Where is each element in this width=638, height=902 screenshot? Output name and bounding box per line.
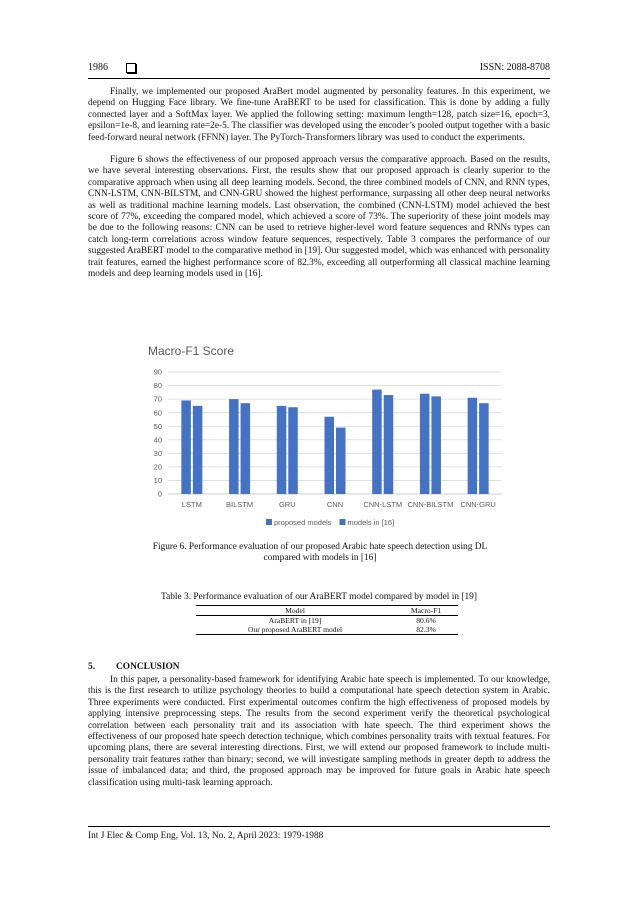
bar-models16-gru xyxy=(288,407,298,494)
paragraph-arabert-setup: Finally, we implemented our proposed AraBert model augmented by personality features. In this experiment, we depend on Hugging Face library. We fine-tune AraBERT to be used for classification. This is done by adding a fully connected layer and a SoftMax layer. We applied the following setting: maximum length=128, patch size=16, epoch=3, epsilon=1e-8, and learning rate=2e-5. The classifier was developed using the encoder’s pooled output together with a basic feed-forward neural network (FFNN) layer. The PyTorch-Transformers library was used to conduct the experiments. xyxy=(88,87,550,143)
bar-proposed-cnn xyxy=(325,417,335,494)
x-tick-label: GRU xyxy=(278,500,296,509)
table-header-row xyxy=(196,606,458,616)
bar-proposed-gru xyxy=(277,406,287,494)
issn: ISSN: 2088-8708 xyxy=(479,62,550,73)
table-caption: Table 3. Performance evaluation of our AraBERT model compared by model in [19] xyxy=(161,592,477,602)
paragraph-figure6-discussion: Figure 6 shows the effectiveness of our proposed approach versus the comparative approach. Based on the results, we have several interesting observations. First, the results show that our proposed approach is clearly superior to the comparative approach when using all deep learning models. Second, the three combined models of CNN, and RNN types, CNN-LSTM, CNN-BILSTM, and CNN-GRU showed the highest performance, surpassing all other deep neural networks as well as traditional machine learning models. Last observation, the combined (CNN-LSTM) model achieved the best score of 77%, exceeding the compared model, which achieved a score of 73%. The superiority of these joint models may be due to the following reasons: CNN can be used to retrieve higher-level word feature sequences and RNNs types can catch long-term correlations across window feature sequences, respectively. Table 3 compares the performance of our suggested AraBERT model to the comparative method in [19]. Our suggested model, which was enhanced with personality trait features, earned the highest performance score of 82.3%, exceeding all outperforming all classical machine learning models and deep learning models used in [16]. xyxy=(88,155,550,280)
chart-title: Macro-F1 Score xyxy=(148,344,235,358)
y-tick-label: 50 xyxy=(153,421,162,431)
legend-label: proposed models xyxy=(274,518,332,527)
x-tick-label: CNN-LSTM xyxy=(363,500,403,509)
legend-swatch xyxy=(340,519,346,525)
y-tick-label: 80 xyxy=(153,381,162,391)
header-rule xyxy=(88,78,550,79)
y-tick-label: 30 xyxy=(153,448,162,458)
bar-proposed-cnn-gru xyxy=(468,398,478,494)
table-cell: 80.6% xyxy=(416,616,436,625)
chart-y-ticks xyxy=(154,368,162,499)
figure-caption-line2: compared with models in [16] xyxy=(263,553,377,564)
y-tick-label: 70 xyxy=(153,394,162,404)
page-number: 1986 xyxy=(88,62,108,73)
bar-proposed-bilstm xyxy=(229,399,239,494)
square-icon xyxy=(126,63,136,73)
bar-models16-cnn-gru xyxy=(479,403,489,494)
section-title: CONCLUSION xyxy=(116,662,180,672)
bar-models16-cnn-bilstm xyxy=(431,396,441,494)
y-tick-label: 10 xyxy=(153,476,162,486)
section-number: 5. xyxy=(88,662,96,672)
table-header-model: Model xyxy=(285,606,305,615)
y-tick-label: 40 xyxy=(153,435,162,445)
bar-proposed-cnn-lstm xyxy=(372,390,382,494)
y-tick-label: 20 xyxy=(153,462,162,472)
table-cell: 82.3% xyxy=(416,625,436,634)
bar-models16-lstm xyxy=(193,406,203,494)
bar-proposed-cnn-bilstm xyxy=(420,394,430,494)
page-footer: Int J Elec & Comp Eng, Vol. 13, No. 2, April 2023: 1979-1988 xyxy=(88,831,324,841)
table-3 xyxy=(196,605,458,635)
bar-models16-bilstm xyxy=(241,403,251,494)
bar-models16-cnn xyxy=(336,428,346,494)
legend-swatch xyxy=(266,519,272,525)
chart-bars xyxy=(181,390,488,494)
table-cell: Our proposed AraBERT model xyxy=(247,625,343,634)
bar-models16-cnn-lstm xyxy=(384,395,394,494)
x-tick-label: CNN-GRU xyxy=(460,500,496,509)
table-cell: AraBERT in [19] xyxy=(268,616,322,625)
figure-caption-line1: Figure 6. Performance evaluation of our proposed Arabic hate speech detection using DL xyxy=(152,542,488,552)
page-header xyxy=(88,62,550,76)
section-heading xyxy=(88,662,180,672)
bar-proposed-lstm xyxy=(181,400,191,494)
table-row xyxy=(196,616,458,626)
x-tick-label: CNN-BILSTM xyxy=(407,500,454,509)
y-tick-label: 60 xyxy=(153,408,162,418)
macro-f1-chart xyxy=(140,335,510,535)
paragraph-conclusion: In this paper, a personality-based framework for identifying Arabic hate speech is implemented. To our knowledge, this is the first research to utilize psychology theories to build a computational hate speech detection system in Arabic. Three experiments were conducted. First experimental outcomes confirm the high effectiveness of proposed models by applying intensive preprocessing steps. The results from the second experiment verify the theoretical psychological correlation between each personality trait and its association with hate speech. The third experiment shows the effectiveness of our proposed hate speech detection technique, which combines personality traits with textual features. For upcoming plans, there are several interesting directions. First, we will extend our proposed framework to include multi-personality trait features rather than binary; second, we will investigate sampling methods in greater depth to address the issue of imbalanced data; and third, the proposed approach may be improved for future goals in Arabic hate speech classification using multi-task learning approach. xyxy=(88,675,550,788)
y-tick-label: 0 xyxy=(157,489,162,499)
footer-rule xyxy=(88,826,550,827)
chart-grid xyxy=(168,372,502,494)
figure-caption xyxy=(130,542,510,565)
table-row xyxy=(196,625,458,635)
x-tick-label: LSTM xyxy=(181,500,202,509)
chart-x-ticks xyxy=(182,500,496,509)
y-tick-label: 90 xyxy=(153,367,162,377)
chart-legend xyxy=(266,518,394,527)
table-header-macro-f1: Macro-F1 xyxy=(410,606,442,615)
x-tick-label: CNN xyxy=(326,500,344,509)
legend-label: models in [16] xyxy=(347,518,395,527)
x-tick-label: BILSTM xyxy=(226,500,254,509)
